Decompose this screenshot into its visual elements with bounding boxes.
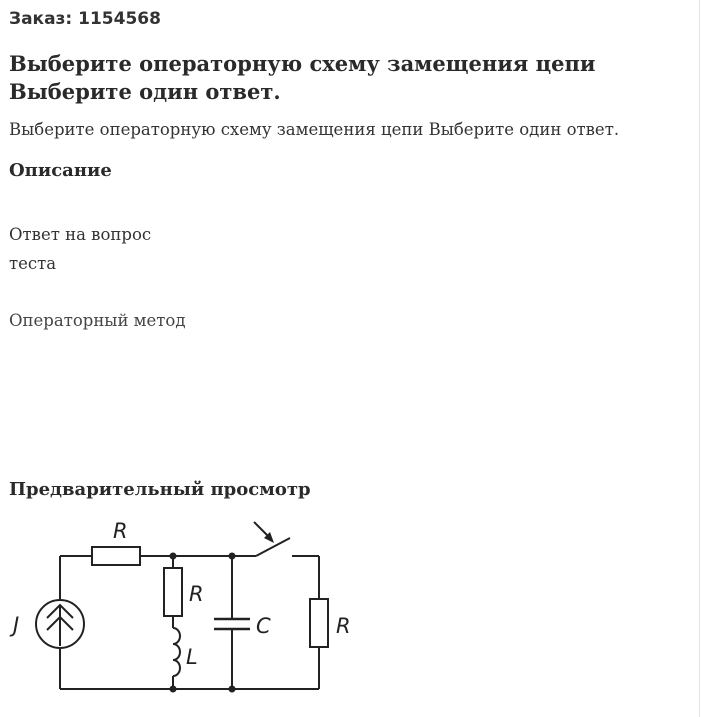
description-line-2: теста xyxy=(9,254,57,273)
description-line-1: Ответ на вопрос xyxy=(9,225,152,244)
circuit-preview xyxy=(0,512,380,717)
circuit-wires xyxy=(60,556,319,689)
label-capacitor: C xyxy=(256,614,271,638)
current-source xyxy=(36,600,84,648)
resistor-top xyxy=(92,547,140,565)
resistor-right xyxy=(310,599,328,647)
resistor-middle xyxy=(164,568,182,616)
label-resistor-middle: R xyxy=(189,582,204,606)
label-source: J xyxy=(13,613,20,637)
order-number: Заказ: 1154568 xyxy=(9,9,161,29)
question-title-line2: Выберите один ответ. xyxy=(9,79,281,104)
preview-heading: Предварительный просмотр xyxy=(9,479,311,500)
capacitor xyxy=(214,619,250,629)
description-heading: Описание xyxy=(9,160,112,181)
label-resistor-top: R xyxy=(113,519,128,543)
label-resistor-right: R xyxy=(336,614,351,638)
description-line-3: Операторный метод xyxy=(9,311,186,330)
inductor xyxy=(173,628,180,676)
question-title-line1: Выберите операторную схему замещения цепи xyxy=(9,51,596,76)
question-title xyxy=(9,50,689,106)
question-text: Выберите операторную схему замещения цепи Выберите один ответ. xyxy=(9,120,620,139)
label-inductor: L xyxy=(186,645,198,669)
